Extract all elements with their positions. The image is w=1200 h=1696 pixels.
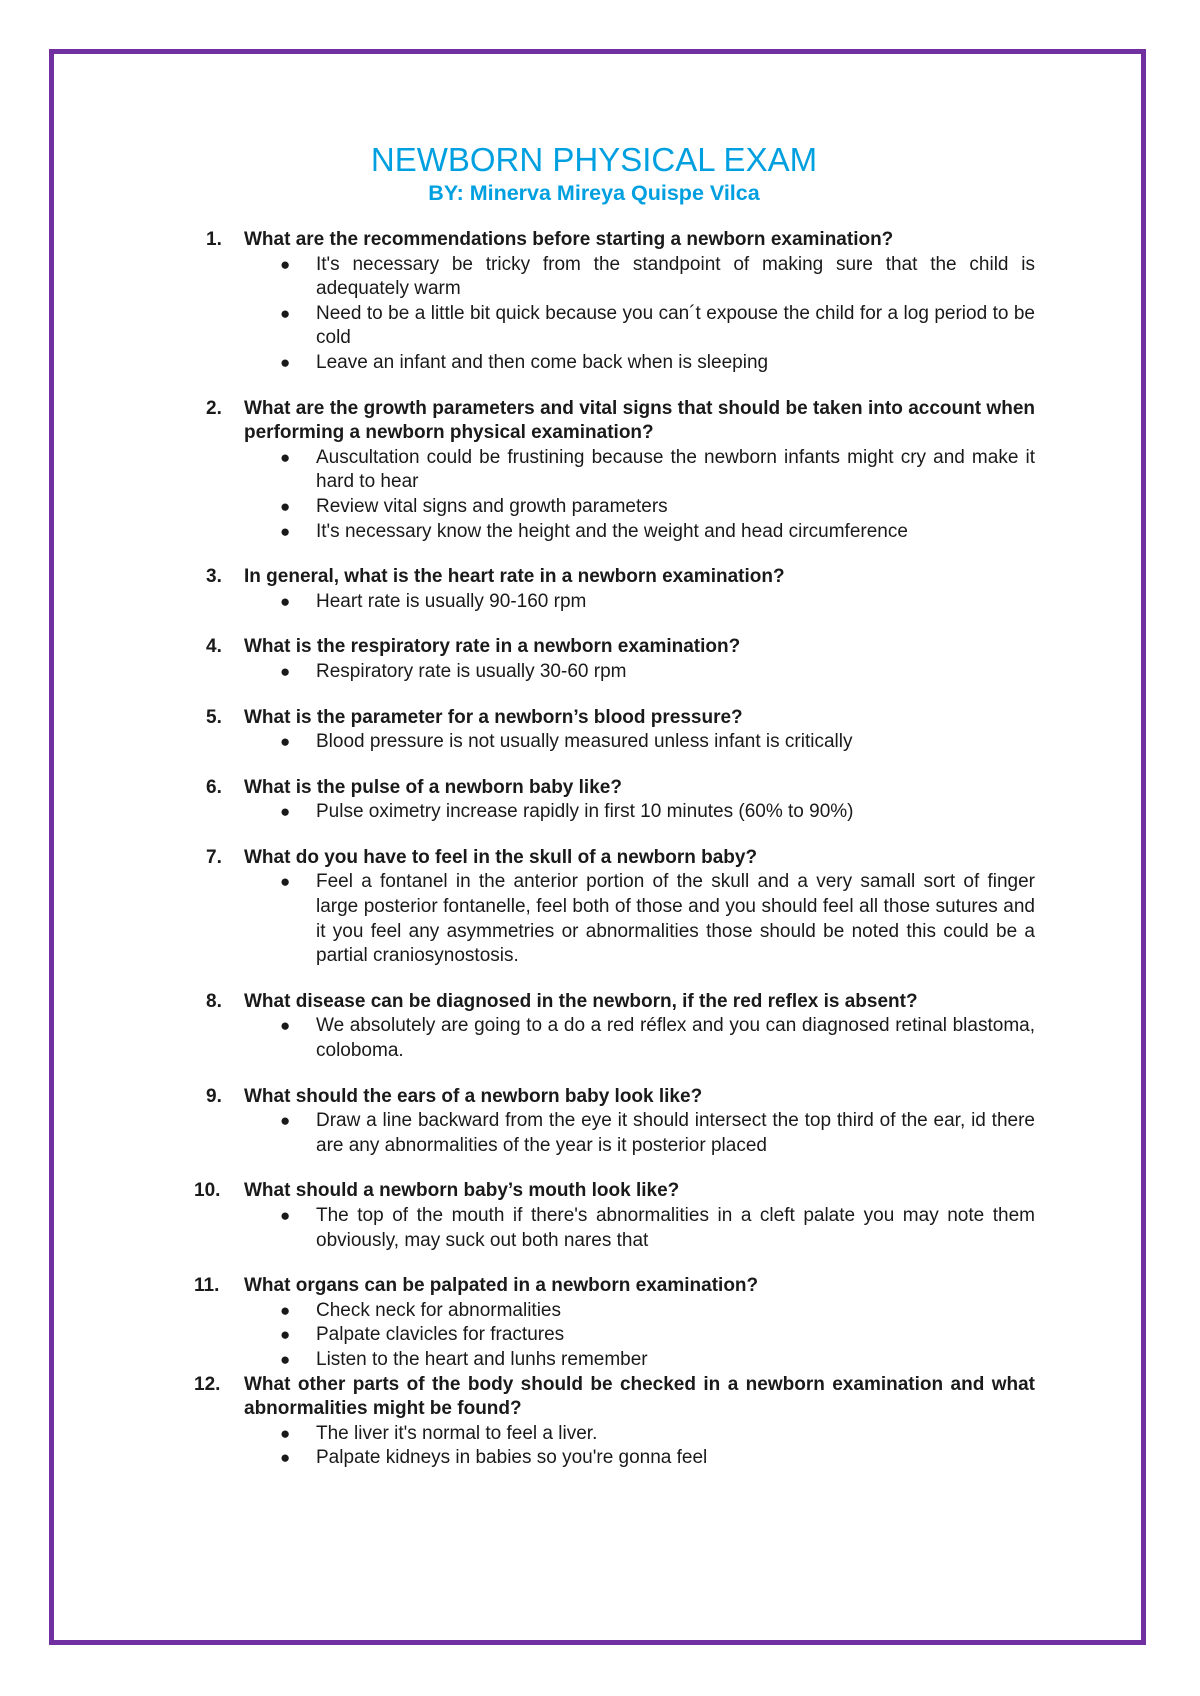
answer-list — [244, 446, 1035, 544]
question-text: What are the recommendations before starting a newborn examination? — [244, 229, 894, 250]
answer-list — [244, 1422, 1035, 1471]
answer-text: It's necessary be tricky from the standpoint of making sure that the child is adequately warm — [316, 253, 1035, 300]
answer-text: The liver it's normal to feel a liver. — [316, 1422, 598, 1444]
answer-text: It's necessary know the height and the weight and head circumference — [316, 520, 908, 542]
answer-item — [244, 495, 1035, 520]
answer-item — [244, 1422, 1035, 1447]
answer-list — [244, 1014, 1035, 1063]
question-text: What do you have to feel in the skull of a newborn baby? — [244, 846, 758, 868]
bullet-dot-icon: ● — [280, 1206, 291, 1225]
question-text: What should the ears of a newborn baby look like? — [244, 1085, 703, 1107]
answer-list — [244, 1204, 1035, 1253]
question-number: 1. — [206, 229, 222, 250]
answer-item — [244, 1348, 1035, 1373]
answer-item — [244, 660, 1035, 685]
bullet-dot-icon: ● — [280, 352, 291, 372]
question-item — [193, 1274, 1035, 1372]
answer-item — [244, 590, 1035, 615]
answer-list — [244, 870, 1035, 968]
document-author: BY: Minerva Mireya Quispe Vilca — [428, 181, 760, 205]
document-title: NEWBORN PHYSICAL EXAM — [370, 141, 818, 178]
question-number: 5. — [206, 706, 222, 728]
answer-item — [244, 520, 1035, 545]
answer-text: Palpate kidneys in babies so you're gonna feel — [316, 1447, 708, 1469]
question-text: What is the pulse of a newborn baby like? — [244, 776, 622, 798]
document-body — [193, 140, 1035, 1492]
question-item — [193, 846, 1035, 969]
answer-text: Leave an infant and then come back when is sleeping — [316, 351, 769, 373]
bullet-dot-icon: ● — [280, 732, 291, 752]
answer-item — [244, 446, 1035, 495]
answer-text: Feel a fontanel in the anterior portion of the skull and a very samall sort of finger large posterior fontanelle, feel both of those and you should feel all those sutures and it you feel any asymmetries or abnormalities those should be noted this could be a partial craniosynostosis. — [316, 871, 1035, 967]
bullet-dot-icon: ● — [280, 1111, 291, 1131]
question-number: 3. — [206, 566, 222, 588]
answer-text: Listen to the heart and lunhs remember — [316, 1348, 648, 1370]
bullet-dot-icon: ● — [280, 661, 291, 681]
question-item — [193, 635, 1035, 684]
bullet-dot-icon: ● — [280, 303, 291, 323]
question-item — [193, 776, 1035, 825]
question-number: 6. — [206, 776, 222, 798]
question-item — [193, 1085, 1035, 1159]
answer-item — [244, 1109, 1035, 1158]
answer-item — [244, 1014, 1035, 1063]
answer-item — [244, 870, 1035, 968]
answer-text: Blood pressure is not usually measured unless infant is critically — [316, 731, 853, 753]
answer-text: Auscultation could be frustining because the newborn infants might cry and make it hard to hear — [316, 446, 1035, 493]
answer-item — [244, 253, 1035, 302]
question-text: What should a newborn baby’s mouth look like? — [244, 1180, 680, 1202]
question-number: 8. — [206, 990, 222, 1012]
answer-item — [244, 1299, 1035, 1324]
answer-list — [244, 253, 1035, 376]
question-text: What are the growth parameters and vital signs that should be taken into account when performing a newborn physical examination? — [244, 397, 1035, 444]
question-number: 11. — [194, 1275, 220, 1297]
answer-list — [244, 1109, 1035, 1158]
bullet-dot-icon: ● — [280, 872, 291, 892]
answer-text: The top of the mouth if there's abnormalities in a cleft palate you may note them obviously, may suck out both nares that — [316, 1205, 1035, 1251]
question-number: 2. — [206, 397, 222, 419]
answer-item — [244, 730, 1035, 755]
answer-list — [244, 1299, 1035, 1373]
question-text: What organs can be palpated in a newborn examination? — [244, 1275, 759, 1297]
bullet-dot-icon: ● — [280, 447, 291, 467]
answer-text: We absolutely are going to a do a red réflex and you can diagnosed retinal blastoma, coloboma. — [316, 1015, 1035, 1062]
question-number: 10. — [194, 1180, 221, 1202]
question-text: What is the parameter for a newborn’s blood pressure? — [244, 706, 743, 728]
answer-list — [244, 660, 1035, 685]
answer-item — [244, 351, 1035, 376]
question-item — [193, 565, 1035, 614]
question-item — [193, 397, 1035, 545]
answer-text: Draw a line backward from the eye it should intersect the top third of the ear, id there are any abnormalities of the year is it posterior placed — [316, 1110, 1035, 1156]
answer-list — [244, 730, 1035, 755]
bullet-dot-icon: ● — [280, 1349, 291, 1369]
answer-text: Pulse oximetry increase rapidly in first 10 minutes (60% to 90%) — [316, 801, 854, 823]
bullet-dot-icon: ● — [280, 802, 291, 822]
question-text: What is the respiratory rate in a newborn examination? — [244, 636, 741, 658]
answer-text: Need to be a little bit quick because you can´t expouse the child for a log period to be cold — [316, 302, 1035, 349]
bullet-dot-icon: ● — [280, 1016, 291, 1036]
bullet-dot-icon: ● — [280, 521, 291, 541]
answer-list — [244, 800, 1035, 825]
bullet-dot-icon: ● — [280, 496, 291, 516]
answer-text: Review vital signs and growth parameters — [316, 495, 668, 517]
question-number: 9. — [206, 1085, 222, 1107]
question-number: 7. — [206, 846, 222, 868]
question-item — [193, 1373, 1035, 1471]
bullet-dot-icon: ● — [280, 1325, 291, 1345]
answer-item — [244, 800, 1035, 825]
answer-list — [244, 590, 1035, 615]
answer-text: Check neck for abnormalities — [316, 1299, 561, 1321]
answer-item — [244, 1204, 1035, 1253]
bullet-dot-icon: ● — [280, 1448, 291, 1468]
answer-item — [244, 302, 1035, 351]
question-item — [193, 706, 1035, 755]
answer-text: Heart rate is usually 90-160 rpm — [316, 590, 587, 612]
answer-text: Respiratory rate is usually 30-60 rpm — [316, 660, 627, 682]
question-text: What disease can be diagnosed in the newborn, if the red reflex is absent? — [244, 990, 918, 1012]
bullet-dot-icon: ● — [280, 591, 291, 611]
question-number: 4. — [206, 636, 222, 658]
question-item — [193, 228, 1035, 376]
question-number: 12. — [194, 1373, 221, 1395]
question-text: What other parts of the body should be checked in a newborn examination and what abnormalities might be found? — [244, 1373, 1035, 1420]
bullet-dot-icon: ● — [280, 1423, 291, 1443]
answer-item — [244, 1446, 1035, 1471]
answer-text: Palpate clavicles for fractures — [316, 1324, 565, 1346]
question-text: In general, what is the heart rate in a newborn examination? — [244, 566, 785, 588]
question-item — [193, 1179, 1035, 1253]
question-item — [193, 990, 1035, 1064]
question-list — [193, 228, 1035, 1471]
answer-item — [244, 1323, 1035, 1348]
bullet-dot-icon: ● — [280, 1300, 291, 1320]
bullet-dot-icon: ● — [280, 254, 291, 274]
